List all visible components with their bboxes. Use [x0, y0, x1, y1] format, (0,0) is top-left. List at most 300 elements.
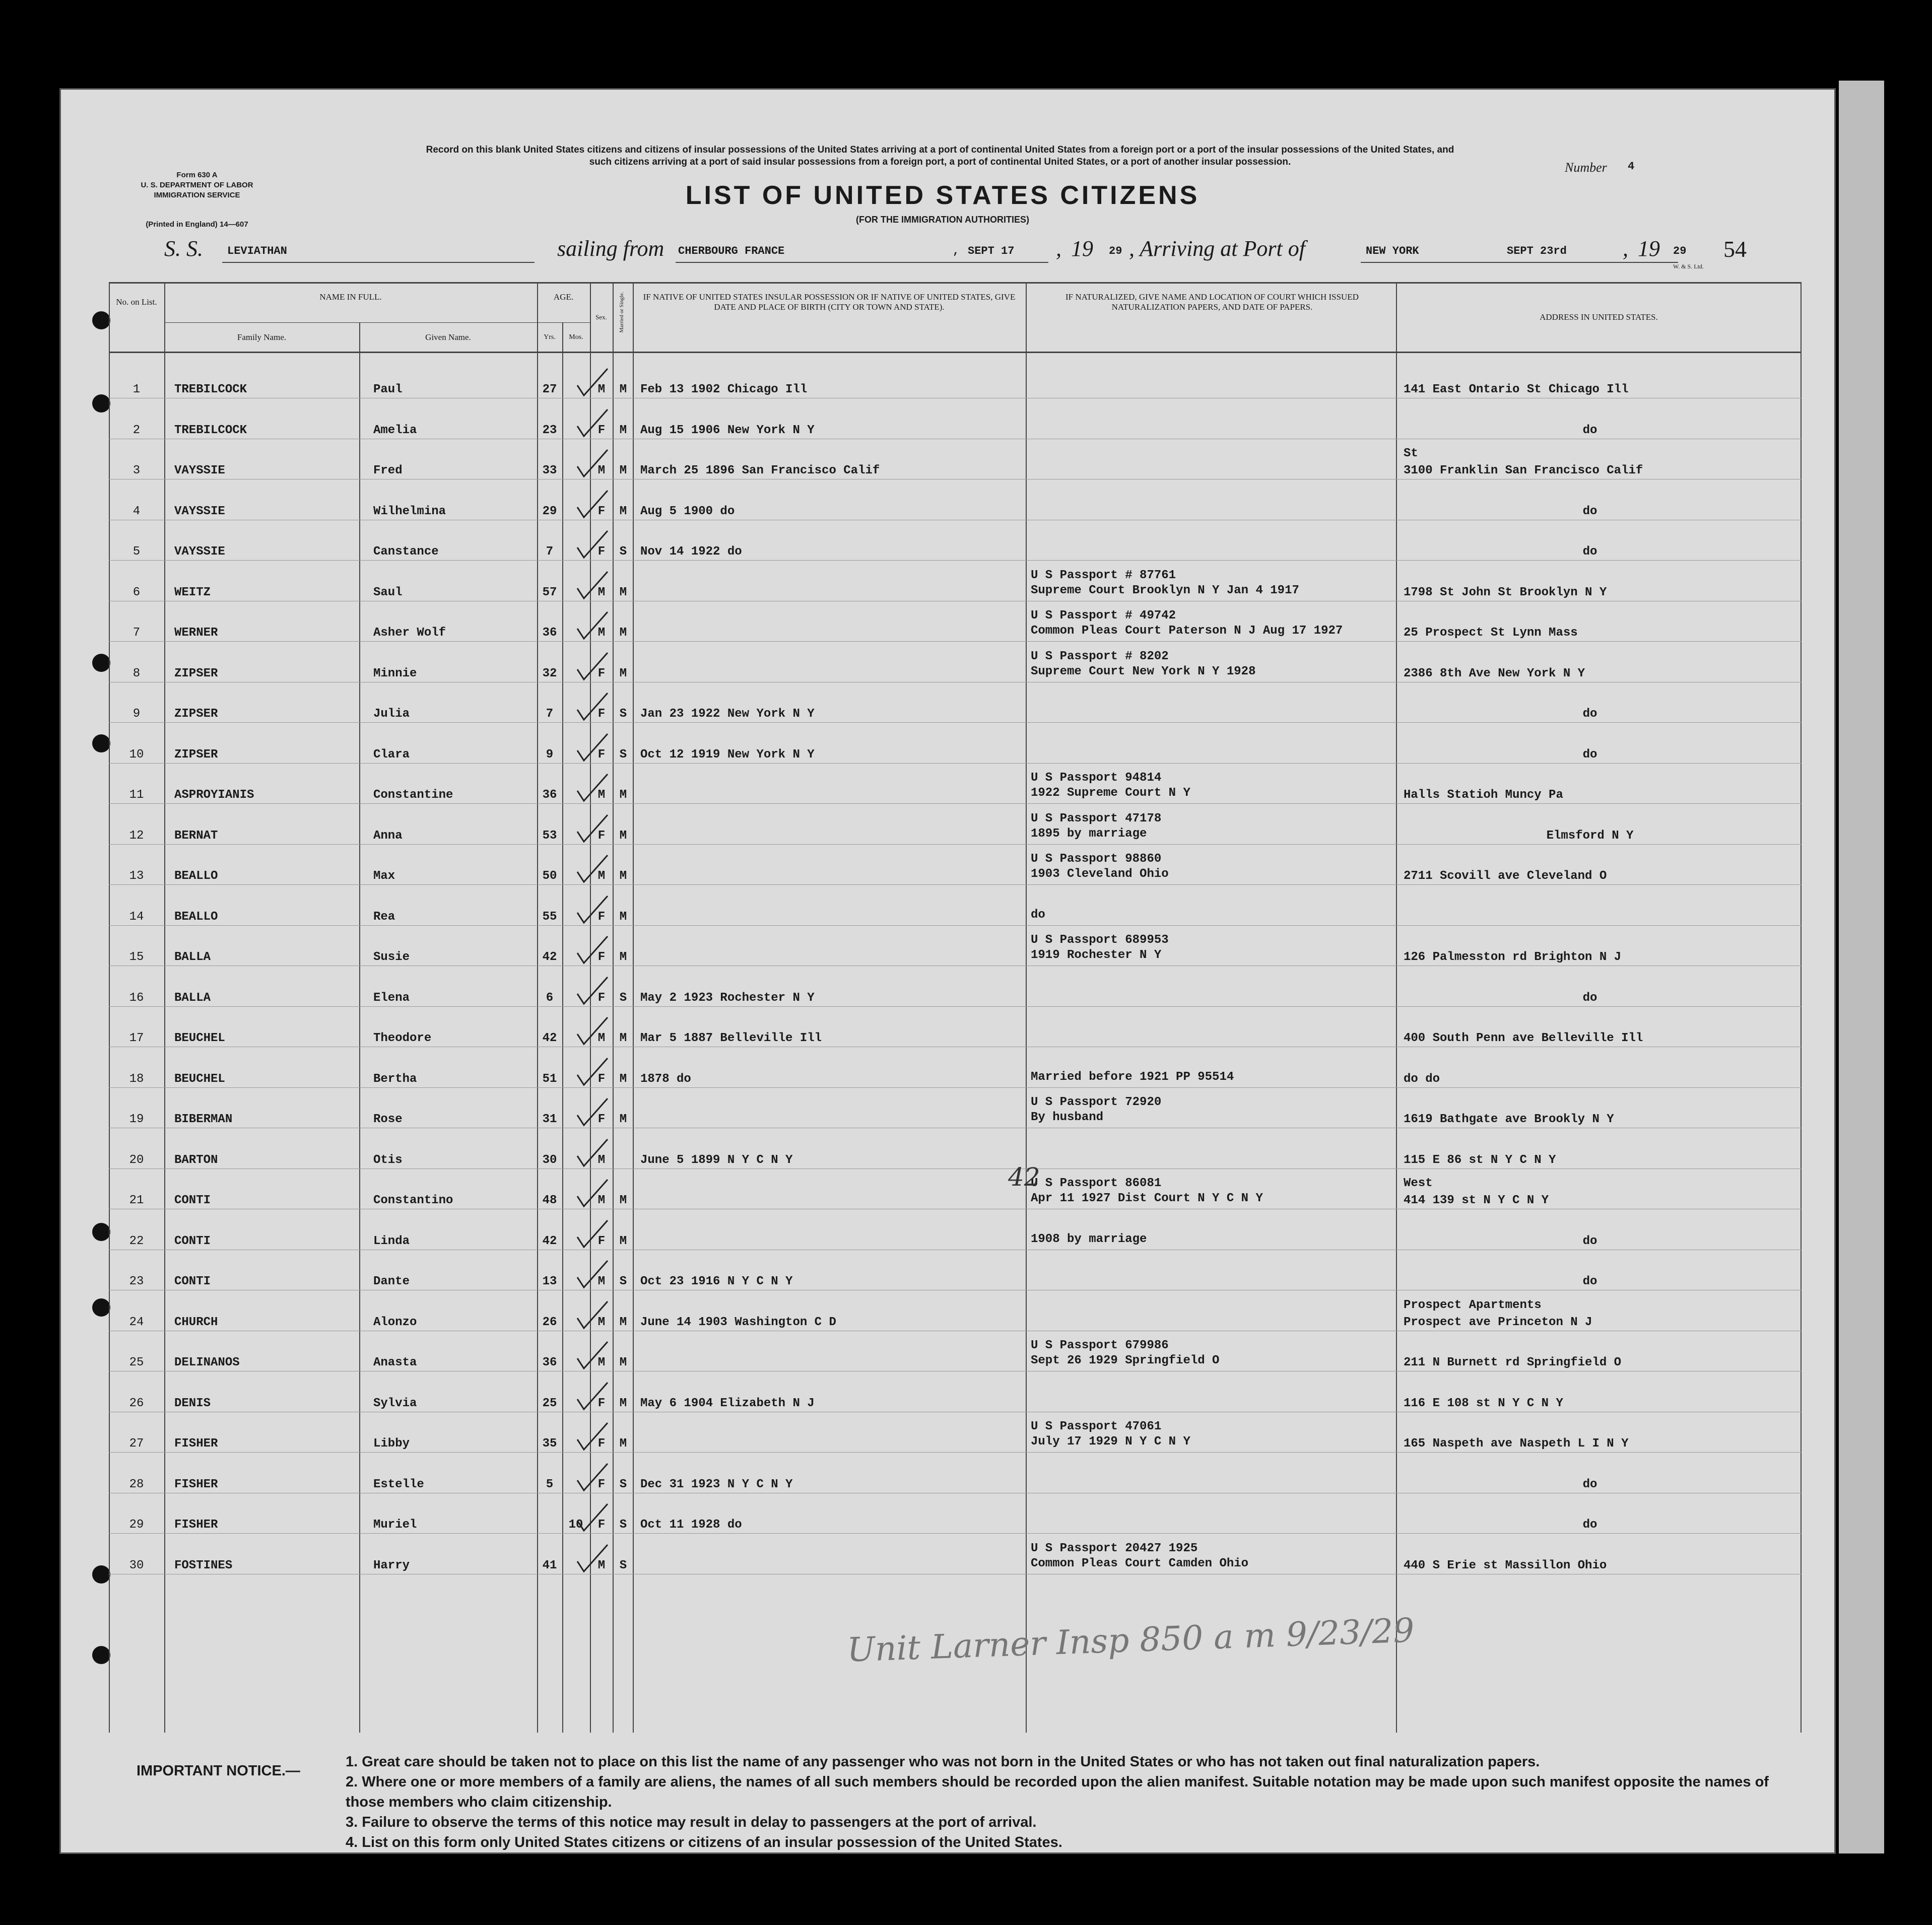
given-name: Susie [373, 950, 410, 964]
naturalization-passport: U S Passport # 8202 [1031, 649, 1169, 663]
family-name: ASPROYIANIS [174, 788, 254, 802]
check-mark [575, 1382, 610, 1412]
age-years: 42 [542, 950, 557, 964]
given-name: Julia [373, 707, 410, 721]
given-name: Estelle [373, 1477, 424, 1491]
notice-item: 1. Great care should be taken not to place on this list the name of any passenger who was not born in the United States or who has not taken out final naturalization papers. [346, 1754, 1540, 1770]
given-name: Asher Wolf [373, 626, 446, 640]
arriving-label: , Arriving at Port of [1129, 236, 1305, 261]
check-mark [575, 1341, 610, 1371]
check-mark [575, 1544, 610, 1574]
sex: F [597, 504, 606, 518]
departure-year-prefix: 19 [1071, 236, 1093, 261]
address: do [1582, 423, 1597, 437]
check-mark [575, 368, 610, 398]
birth-info: May 2 1923 Rochester N Y [640, 991, 815, 1005]
sex: F [597, 423, 606, 437]
address: 116 E 108 st N Y C N Y [1404, 1396, 1563, 1410]
address-extra: West [1404, 1177, 1433, 1190]
age-years: 26 [542, 1315, 557, 1329]
check-mark [575, 773, 610, 803]
sex: M [597, 1194, 606, 1207]
age-years: 6 [546, 991, 554, 1005]
birth-info: Oct 23 1916 N Y C N Y [640, 1275, 793, 1288]
arrival-date: SEPT 23rd [1507, 245, 1567, 257]
given-name: Wilhelmina [373, 504, 446, 518]
check-mark [575, 1016, 610, 1047]
sex: F [597, 829, 606, 843]
binder-hole [92, 1298, 110, 1317]
given-name: Bertha [373, 1072, 417, 1086]
sex: F [597, 910, 606, 924]
married-single: S [619, 747, 627, 762]
married-single: M [619, 464, 627, 477]
address: 2711 Scovill ave Cleveland O [1404, 869, 1607, 883]
header-sex: Sex. [595, 313, 607, 321]
row-number: 24 [129, 1315, 144, 1329]
header-name-in-full: NAME IN FULL. [319, 292, 382, 302]
family-name: BEALLO [174, 869, 218, 883]
age-years: 29 [542, 504, 557, 518]
married-single: M [619, 666, 627, 680]
row-number: 6 [132, 585, 141, 599]
sex: F [597, 1518, 606, 1532]
family-name: VAYSSIE [174, 464, 225, 477]
birth-info: June 5 1899 N Y C N Y [640, 1153, 793, 1167]
given-name: Saul [373, 585, 403, 599]
naturalization-court: By husband [1031, 1111, 1104, 1124]
row-number: 16 [129, 991, 144, 1005]
page-number: 54 [1723, 236, 1747, 262]
form-printed: (Printed in England) 14—607 [146, 220, 248, 229]
binder-hole [92, 394, 110, 412]
row-number: 5 [132, 545, 141, 559]
page-subtitle: (FOR THE IMMIGRATION AUTHORITIES) [856, 215, 1029, 225]
married-single: M [619, 1113, 627, 1126]
address: 3100 Franklin San Francisco Calif [1404, 464, 1643, 477]
birth-info: Aug 15 1906 New York N Y [640, 423, 815, 437]
naturalization-passport: U S Passport 679986 [1031, 1339, 1169, 1352]
header-family-name: Family Name. [237, 332, 287, 342]
row-number: 21 [129, 1194, 144, 1207]
row-number: 14 [129, 910, 144, 924]
birth-info: May 6 1904 Elizabeth N J [640, 1396, 815, 1410]
inspector-signature: Unit Larner Insp 850 a m 9/23/29 [846, 1611, 1415, 1670]
naturalization-court: 1919 Rochester N Y [1031, 948, 1162, 962]
sex: F [597, 950, 606, 964]
row-number: 8 [132, 666, 141, 680]
naturalization-court: July 17 1929 N Y C N Y [1031, 1435, 1190, 1449]
sex: M [597, 1153, 606, 1167]
form-info [121, 170, 273, 230]
married-single: S [619, 1477, 627, 1491]
address: do [1582, 504, 1597, 518]
row-number: 25 [129, 1356, 144, 1369]
naturalization-court: 1903 Cleveland Ohio [1031, 867, 1169, 881]
row-number: 13 [129, 869, 144, 883]
birth-info: 1878 do [640, 1072, 691, 1086]
age-years: 36 [542, 1356, 557, 1369]
header-months: Mos. [569, 333, 583, 341]
given-name: Rose [373, 1113, 403, 1126]
address: Prospect ave Princeton N J [1404, 1315, 1592, 1329]
address: Halls Statioh Muncy Pa [1404, 788, 1563, 802]
given-name: Anasta [373, 1356, 417, 1369]
address: 141 East Ontario St Chicago Ill [1404, 383, 1629, 396]
given-name: Minnie [373, 666, 417, 680]
header-age: AGE. [553, 292, 574, 302]
sex: F [597, 1113, 606, 1126]
married-single: M [619, 585, 627, 599]
birth-info: Jan 23 1922 New York N Y [640, 707, 815, 721]
row-number: 23 [129, 1275, 144, 1288]
address: 414 139 st N Y C N Y [1404, 1194, 1549, 1207]
married-single: S [619, 991, 627, 1005]
age-years: 50 [542, 869, 557, 883]
sex: F [597, 707, 606, 721]
check-mark [575, 1260, 610, 1290]
family-name: DELINANOS [174, 1356, 240, 1369]
sex: F [597, 1234, 606, 1248]
address: 1798 St John St Brooklyn N Y [1404, 585, 1607, 599]
sex: F [597, 1396, 606, 1410]
family-name: CHURCH [174, 1315, 218, 1329]
married-single: M [619, 950, 627, 964]
address-extra: St [1404, 447, 1418, 460]
form-service: IMMIGRATION SERVICE [154, 191, 240, 199]
check-mark [575, 854, 610, 884]
naturalization-passport: U S Passport 86081 [1031, 1177, 1162, 1190]
family-name: BEUCHEL [174, 1032, 225, 1045]
check-mark [575, 733, 610, 763]
manifest-page [59, 88, 1836, 1854]
binder-hole [92, 311, 110, 329]
check-mark [575, 1057, 610, 1087]
check-mark [575, 1463, 610, 1493]
birth-info: June 14 1903 Washington C D [640, 1315, 836, 1329]
birth-info: Nov 14 1922 do [640, 545, 742, 559]
age-years: 41 [542, 1558, 557, 1572]
address-extra: Prospect Apartments [1404, 1298, 1542, 1312]
family-name: WEITZ [174, 585, 211, 599]
married-single: M [619, 1194, 627, 1207]
form-number: Form 630 A [176, 171, 218, 179]
birth-info: Dec 31 1923 N Y C N Y [640, 1477, 793, 1491]
given-name: Canstance [373, 545, 439, 559]
given-name: Linda [373, 1234, 410, 1248]
family-name: FISHER [174, 1477, 218, 1491]
address: 440 S Erie st Massillon Ohio [1404, 1558, 1607, 1572]
married-single: M [619, 869, 627, 883]
given-name: Sylvia [373, 1396, 417, 1410]
family-name: WERNER [174, 626, 218, 640]
birth-info: Aug 5 1900 do [640, 504, 735, 518]
naturalization-passport: U S Passport 72920 [1031, 1095, 1162, 1109]
row-number: 15 [129, 950, 144, 964]
header-given-name: Given Name. [425, 332, 471, 342]
binder-hole [92, 1565, 110, 1584]
important-notice-list [346, 1752, 1807, 1852]
row-number: 9 [132, 707, 141, 721]
page-title: LIST OF UNITED STATES CITIZENS [685, 181, 1200, 210]
check-mark [575, 1219, 610, 1250]
birth-info: March 25 1896 San Francisco Calif [640, 464, 880, 477]
age-years: 35 [542, 1437, 557, 1451]
naturalization-passport: U S Passport 689953 [1031, 933, 1169, 947]
given-name: Rea [373, 910, 395, 924]
row-number: 22 [129, 1234, 144, 1248]
check-mark [575, 1097, 610, 1128]
birth-info: Oct 11 1928 do [640, 1518, 742, 1532]
row-number: 2 [132, 423, 141, 437]
check-mark [575, 935, 610, 966]
address: 126 Palmesston rd Brighton N J [1404, 950, 1622, 964]
naturalization-passport: U S Passport 98860 [1031, 852, 1162, 866]
departure-date: SEPT 17 [968, 245, 1015, 257]
header-birth: IF NATIVE OF UNITED STATES INSULAR POSSESSION OR IF NATIVE OF UNITED STATES, GIVE DATE AND PLACE OF BIRTH (CITY OR TOWN AND STATE). [643, 292, 1016, 312]
given-name: Otis [373, 1153, 403, 1167]
row-number: 7 [132, 626, 141, 640]
address: do [1582, 747, 1597, 762]
row-number: 1 [132, 383, 141, 396]
naturalization-passport: U S Passport 20427 1925 [1031, 1541, 1198, 1555]
address: do do [1404, 1072, 1440, 1086]
check-mark [575, 408, 610, 439]
address: do [1582, 1234, 1597, 1248]
check-mark [575, 976, 610, 1006]
row-number: 4 [132, 504, 141, 518]
family-name: VAYSSIE [174, 504, 225, 518]
age-years: 7 [546, 707, 554, 721]
address: 165 Naspeth ave Naspeth L I N Y [1404, 1437, 1629, 1451]
given-name: Constantine [373, 788, 453, 802]
family-name: BEALLO [174, 910, 218, 924]
sailing-label: sailing from [557, 236, 664, 261]
age-years: 36 [542, 788, 557, 802]
sex: M [597, 1356, 606, 1369]
naturalization-court: 1908 by marriage [1031, 1232, 1147, 1246]
given-name: Anna [373, 829, 403, 843]
printer-mark: W. & S. Ltd. [1673, 263, 1704, 270]
naturalization-court: Married before 1921 PP 95514 [1031, 1070, 1234, 1084]
row-number: 12 [129, 829, 144, 843]
married-single: M [619, 1072, 627, 1086]
married-single: M [619, 1396, 627, 1410]
address: do [1582, 545, 1597, 559]
header-number: No. on List. [116, 297, 157, 307]
check-mark [575, 1422, 610, 1452]
family-name: BARTON [174, 1153, 218, 1167]
margin-number: 42 [1008, 1162, 1040, 1192]
naturalization-court: 1922 Supreme Court N Y [1031, 786, 1190, 800]
sex: F [597, 1437, 606, 1451]
given-name: Theodore [373, 1032, 432, 1045]
header-naturalization: IF NATURALIZED, GIVE NAME AND LOCATION OF COURT WHICH ISSUED NATURALIZATION PAPERS, AND DATE OF PAPERS. [1065, 292, 1359, 312]
naturalization-passport: U S Passport 47061 [1031, 1420, 1162, 1433]
age-years: 30 [542, 1153, 557, 1167]
family-name: DENIS [174, 1396, 211, 1410]
given-name: Libby [373, 1437, 410, 1451]
naturalization-court: Supreme Court New York N Y 1928 [1031, 664, 1256, 678]
married-single: M [619, 383, 627, 396]
age-years: 5 [546, 1477, 554, 1491]
notice-item: 3. Failure to observe the terms of this notice may result in delay to passengers at the port of arrival. [346, 1814, 1037, 1830]
check-mark [575, 449, 610, 479]
notice-item: 2. Where one or more members of a family are aliens, the names of all such members should be recorded upon the alien manifest. Suitable notation may be made upon such manifest opposite the names of those members who claim citizenship. [346, 1774, 1769, 1810]
birth-info: Oct 12 1919 New York N Y [640, 747, 815, 762]
adjacent-page-edge [1839, 81, 1884, 1853]
row-number: 17 [129, 1032, 144, 1045]
family-name: BEUCHEL [174, 1072, 225, 1086]
binder-hole [92, 1223, 110, 1241]
sex: M [597, 383, 606, 396]
sex: F [597, 666, 606, 680]
family-name: TREBILCOCK [174, 423, 247, 437]
age-years: 32 [542, 666, 557, 680]
married-single: S [619, 1558, 627, 1572]
naturalization-court: 1895 by marriage [1031, 827, 1147, 841]
naturalization-passport: U S Passport # 87761 [1031, 568, 1176, 582]
married-single: M [619, 1032, 627, 1045]
married-single: M [619, 1315, 627, 1329]
check-mark [575, 692, 610, 722]
check-mark [575, 652, 610, 682]
birth-info: Mar 5 1887 Belleville Ill [640, 1032, 822, 1045]
age-years: 33 [542, 464, 557, 477]
row-number: 27 [129, 1437, 144, 1451]
family-name: FISHER [174, 1437, 218, 1451]
voyage-line: S. S. LEVIATHAN sailing from CHERBOURG FRANCE , SEPT 17 , 19 29 , Arriving at Port of NEW YORK SEPT 23rd , 19 29 54 W. & S. Ltd. [164, 236, 1747, 270]
address: do [1582, 707, 1597, 721]
sex: M [597, 1275, 606, 1288]
married-single: M [619, 910, 627, 924]
family-name: CONTI [174, 1234, 211, 1248]
check-mark [575, 490, 610, 520]
age-years: 27 [542, 383, 557, 396]
row-number: 11 [129, 788, 144, 802]
address: do [1582, 991, 1597, 1005]
sex: F [597, 545, 606, 559]
naturalization-passport: U S Passport 94814 [1031, 771, 1162, 785]
family-name: FOSTINES [174, 1558, 233, 1572]
family-name: ZIPSER [174, 666, 218, 680]
check-mark [575, 1503, 610, 1533]
given-name: Constantino [373, 1194, 453, 1207]
married-single: M [619, 829, 627, 843]
age-years: 9 [546, 747, 554, 762]
age-years: 51 [542, 1072, 557, 1086]
row-number: 20 [129, 1153, 144, 1167]
given-name: Paul [373, 383, 403, 396]
naturalization-court: Apr 11 1927 Dist Court N Y C N Y [1031, 1192, 1263, 1205]
row-number: 30 [129, 1558, 144, 1572]
sex: M [597, 869, 606, 883]
arrival-year: 29 [1673, 245, 1687, 257]
family-name: BIBERMAN [174, 1113, 233, 1126]
address: do [1582, 1477, 1597, 1491]
manifest-table [109, 282, 1802, 1733]
birth-info: Feb 13 1902 Chicago Ill [640, 383, 808, 396]
check-mark [575, 1138, 610, 1168]
age-years: 13 [542, 1275, 557, 1288]
address: Elmsford N Y [1546, 829, 1634, 843]
address: 25 Prospect St Lynn Mass [1404, 626, 1578, 640]
check-mark [575, 571, 610, 601]
family-name: FISHER [174, 1518, 218, 1532]
married-single: S [619, 1275, 627, 1288]
check-mark [575, 530, 610, 560]
naturalization-court: Common Pleas Court Paterson N J Aug 17 1927 [1031, 624, 1343, 638]
given-name: Harry [373, 1558, 410, 1572]
family-name: ZIPSER [174, 747, 218, 762]
married-single: S [619, 545, 627, 559]
naturalization-passport: U S Passport 47178 [1031, 811, 1162, 826]
family-name: VAYSSIE [174, 545, 225, 559]
family-name: CONTI [174, 1194, 211, 1207]
naturalization-passport: U S Passport # 49742 [1031, 609, 1176, 623]
family-name: TREBILCOCK [174, 383, 247, 396]
given-name: Fred [373, 464, 403, 477]
age-years: 31 [542, 1113, 557, 1126]
address: do [1582, 1518, 1597, 1532]
sex: F [597, 991, 606, 1005]
age-years: 25 [542, 1396, 557, 1410]
married-single: M [619, 788, 627, 802]
given-name: Dante [373, 1275, 410, 1288]
row-number: 29 [129, 1518, 144, 1532]
check-mark [575, 895, 610, 925]
married-single: M [619, 626, 627, 640]
address: do [1582, 1275, 1597, 1288]
sex: M [597, 1032, 606, 1045]
notice-item: 4. List on this form only United States citizens or citizens of an insular possession of the United States. [346, 1834, 1062, 1850]
age-years: 48 [542, 1194, 557, 1207]
age-years: 55 [542, 910, 557, 924]
married-single: S [619, 1518, 627, 1532]
header-address: ADDRESS IN UNITED STATES. [1540, 312, 1658, 322]
header-years: Yrs. [544, 333, 556, 341]
sex: F [597, 747, 606, 762]
binder-hole [92, 1646, 110, 1664]
binder-hole [92, 734, 110, 752]
address: 2386 8th Ave New York N Y [1404, 666, 1585, 680]
check-mark [575, 1300, 610, 1331]
given-name: Muriel [373, 1518, 417, 1532]
row-number: 10 [129, 747, 144, 762]
sailing-from: CHERBOURG FRANCE [678, 245, 785, 257]
age-years: 36 [542, 626, 557, 640]
form-department: U. S. DEPARTMENT OF LABOR [141, 181, 253, 189]
family-name: BERNAT [174, 829, 218, 843]
sex: M [597, 464, 606, 477]
naturalization-court: do [1031, 908, 1045, 922]
address: 1619 Bathgate ave Brookly N Y [1404, 1113, 1614, 1126]
married-single: M [619, 423, 627, 437]
number-label: Number [1565, 160, 1607, 175]
married-single: M [619, 1234, 627, 1248]
given-name: Max [373, 869, 395, 883]
naturalization-court: Common Pleas Court Camden Ohio [1031, 1556, 1249, 1570]
important-notice-label: IMPORTANT NOTICE.— [137, 1763, 300, 1779]
family-name: BALLA [174, 950, 211, 964]
sex: M [597, 626, 606, 640]
naturalization-court: Sept 26 1929 Springfield O [1031, 1354, 1220, 1367]
check-mark [575, 1179, 610, 1209]
sex: F [597, 1477, 606, 1491]
address: 115 E 86 st N Y C N Y [1404, 1153, 1556, 1167]
sex: M [597, 1315, 606, 1329]
row-number: 26 [129, 1396, 144, 1410]
